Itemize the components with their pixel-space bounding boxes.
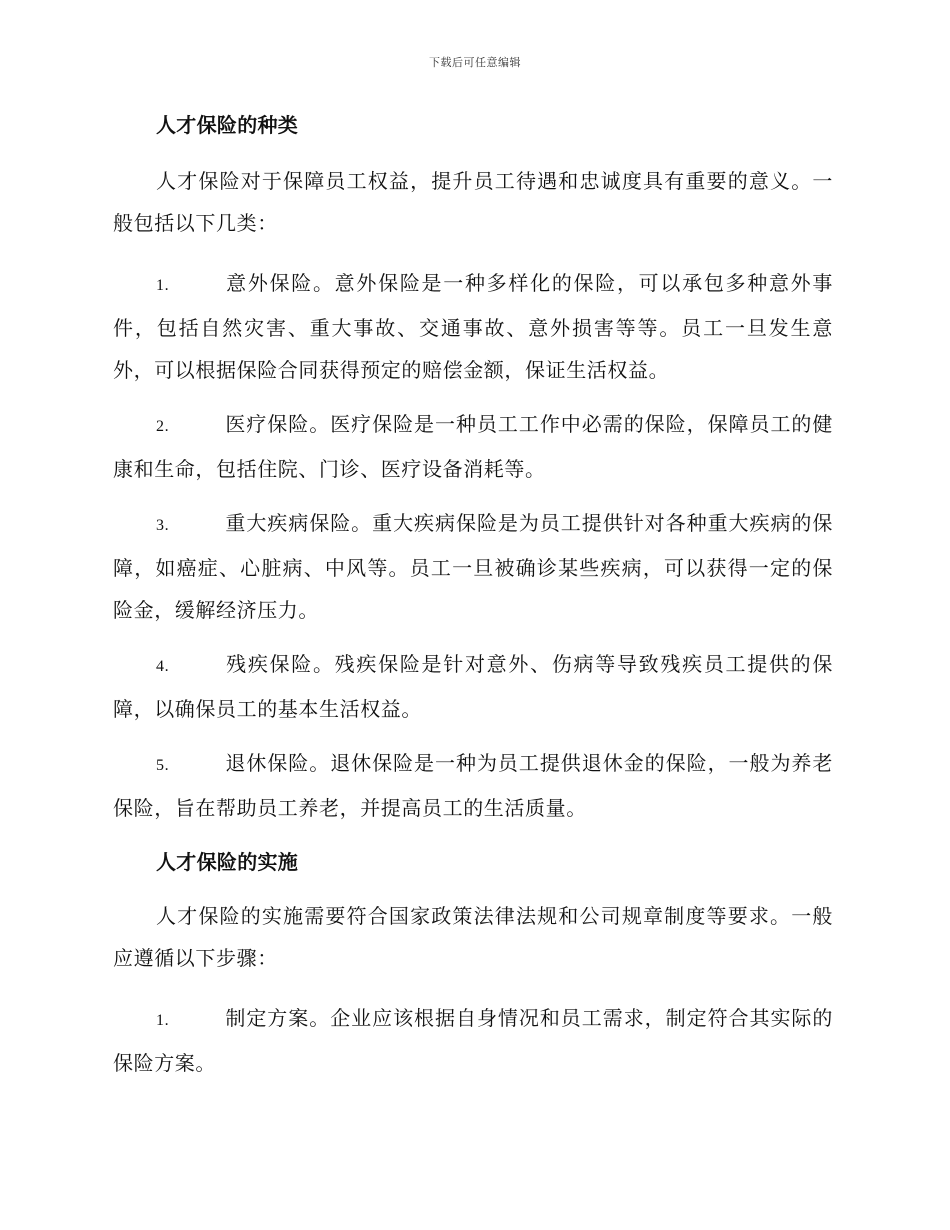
- document-body: [113, 110, 833, 1084]
- list-item: [113, 643, 833, 730]
- section-heading-types: 人才保险的种类: [156, 113, 299, 137]
- list-item-number: 2.: [156, 418, 170, 435]
- section-intro-implementation: 人才保险的实施需要符合国家政策法律法规和公司规章制度等要求。一般应遵循以下步骤：: [113, 904, 833, 970]
- section-heading-implementation: 人才保险的实施: [156, 850, 299, 874]
- page-header: 下载后可任意编辑: [429, 56, 521, 69]
- list-item-number: 1.: [156, 1012, 170, 1029]
- list-item: [113, 742, 833, 829]
- list-item: [113, 262, 833, 391]
- list-item-text: 制定方案。企业应该根据自身情况和员工需求，制定符合其实际的保险方案。: [113, 1006, 833, 1075]
- list-item: [113, 403, 833, 490]
- section-intro-types: 人才保险对于保障员工权益，提升员工待遇和忠诚度具有重要的意义。一般包括以下几类：: [113, 169, 833, 235]
- list-item: [113, 997, 833, 1084]
- list-item-text: 重大疾病保险。重大疾病保险是为员工提供针对各种重大疾病的保障，如癌症、心脏病、中风等。员工一旦被确诊某些疾病，可以获得一定的保险金，缓解经济压力。: [113, 511, 833, 622]
- list-item-text: 医疗保险。医疗保险是一种员工工作中必需的保险，保障员工的健康和生命，包括住院、门诊、医疗设备消耗等。: [113, 412, 833, 481]
- list-item-text: 残疾保险。残疾保险是针对意外、伤病等导致残疾员工提供的保障，以确保员工的基本生活权益。: [113, 652, 833, 721]
- list-item: [113, 502, 833, 631]
- list-item-number: 4.: [156, 658, 170, 675]
- list-item-number: 3.: [156, 517, 170, 534]
- list-item-text: 意外保险。意外保险是一种多样化的保险，可以承包多种意外事件，包括自然灾害、重大事故、交通事故、意外损害等等。员工一旦发生意外，可以根据保险合同获得预定的赔偿金额，保证生活权益。: [113, 271, 833, 382]
- list-item-text: 退休保险。退休保险是一种为员工提供退休金的保险，一般为养老保险，旨在帮助员工养老，并提高员工的生活质量。: [113, 751, 833, 820]
- insurance-types-list: [113, 262, 833, 829]
- implementation-steps-list: [113, 997, 833, 1084]
- list-item-number: 1.: [156, 277, 170, 294]
- list-item-number: 5.: [156, 757, 170, 774]
